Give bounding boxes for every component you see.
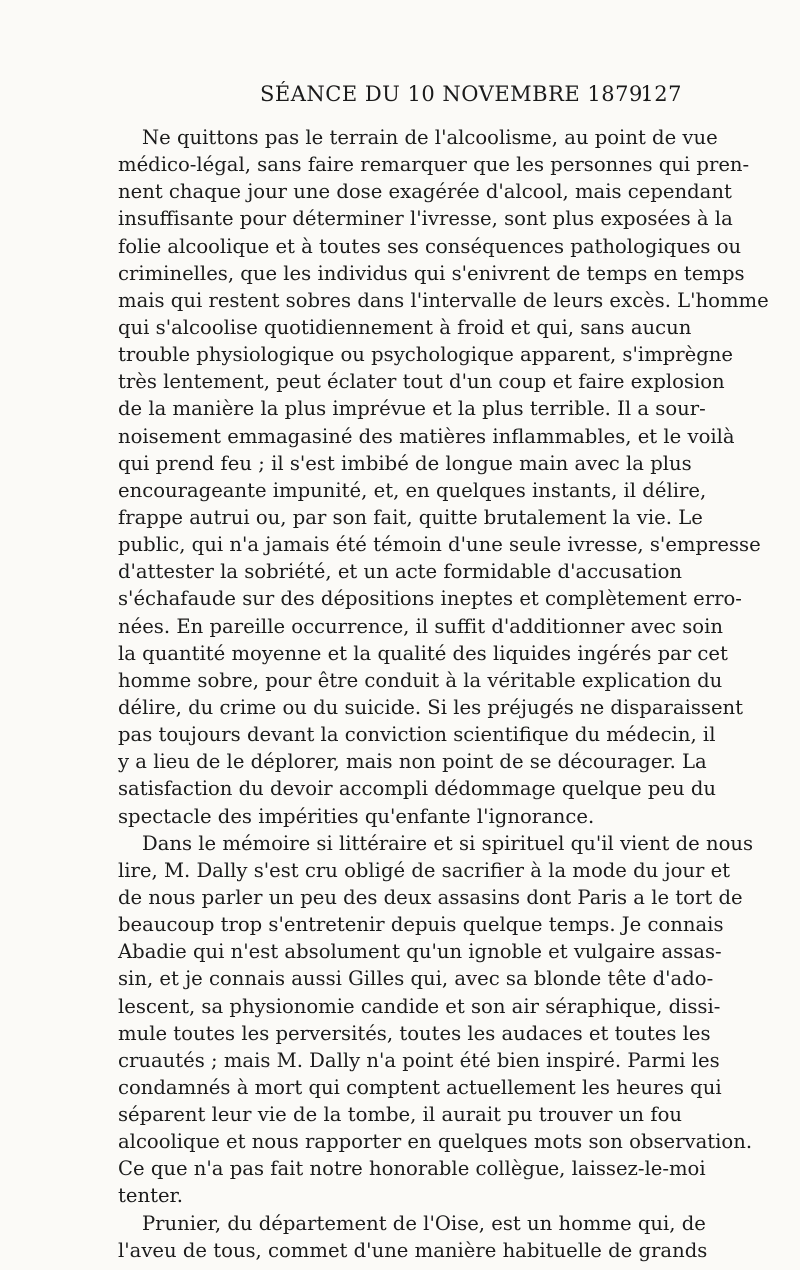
- text-line: criminelles, que les individus qui s'enivrent de temps en temps: [118, 261, 745, 285]
- text-line: qui prend feu ; il s'est imbibé de longue main avec la plus: [118, 451, 692, 475]
- text-line: homme sobre, pour être conduit à la véritable explication du: [118, 668, 723, 692]
- text-line: qui s'alcoolise quotidiennement à froid et qui, sans aucun: [118, 315, 692, 339]
- running-head: [118, 82, 682, 112]
- text-line: la quantité moyenne et la qualité des liquides ingérés par cet: [118, 641, 728, 665]
- text-line: alcoolique et nous rapporter en quelques mots son observation.: [118, 1130, 753, 1154]
- text-line: trouble physiologique ou psychologique apparent, s'imprègne: [118, 343, 733, 367]
- text-line: sin, et je connais aussi Gilles qui, avec sa blonde tête d'ado-: [118, 967, 714, 991]
- text-line: satisfaction du devoir accompli dédommage quelque peu du: [118, 777, 717, 801]
- text-line: séparent leur vie de la tombe, il aurait pu trouver un fou: [118, 1103, 682, 1127]
- text-line: mule toutes les perversités, toutes les audaces et toutes les: [118, 1021, 711, 1045]
- text-line: lire, M. Dally s'est cru obligé de sacrifier à la mode du jour et: [118, 858, 731, 882]
- text-line: condamnés à mort qui comptent actuellement les heures qui: [118, 1075, 722, 1099]
- text-line: d'attester la sobriété, et un acte formidable d'accusation: [118, 560, 682, 584]
- text-line: folie alcoolique et à toutes ses conséquences pathologiques ou: [118, 234, 742, 258]
- text-line: Ne quittons pas le terrain de l'alcoolisme, au point de vue: [142, 126, 718, 149]
- text-line: nées. En pareille occurrence, il suffit d'additionner avec soin: [118, 614, 723, 638]
- text-line: lescent, sa physionomie candide et son air séraphique, dissi-: [118, 994, 721, 1018]
- running-head-title: SÉANCE DU 10 NOVEMBRE 1879.: [260, 82, 651, 106]
- text-line: spectacle des impérities qu'enfante l'ignorance.: [118, 804, 595, 828]
- body-text: [118, 124, 769, 1264]
- text-line: de nous parler un peu des deux assasins dont Paris a le tort de: [118, 885, 743, 909]
- text-line: de la manière la plus imprévue et la plus terrible. Il a sour-: [118, 397, 706, 421]
- text-line: cruautés ; mais M. Dally n'a point été bien inspiré. Parmi les: [118, 1048, 720, 1072]
- text-line: médico-légal, sans faire remarquer que les personnes qui pren-: [118, 153, 750, 177]
- text-line: délire, du crime ou du suicide. Si les préjugés ne disparaissent: [118, 695, 744, 719]
- text-line: encourageante impunité, et, en quelques instants, il délire,: [118, 478, 707, 502]
- text-line: nent chaque jour une dose exagérée d'alcool, mais cependant: [118, 180, 732, 204]
- text-line: y a lieu de le déplorer, mais non point de se décourager. La: [118, 750, 707, 774]
- text-line: Dans le mémoire si littéraire et si spirituel qu'il vient de nous: [142, 831, 754, 855]
- text-line: Abadie qui n'est absolument qu'un ignoble et vulgaire assas-: [118, 940, 722, 964]
- text-line: très lentement, peut éclater tout d'un coup et faire explosion: [118, 370, 725, 394]
- text-line: insuffisante pour déterminer l'ivresse, sont plus exposées à la: [118, 207, 733, 231]
- text-line: pas toujours devant la conviction scientifique du médecin, il: [118, 723, 716, 747]
- text-line: l'aveu de tous, commet d'une manière habituelle de grands: [118, 1238, 708, 1262]
- page-number: 127: [640, 82, 682, 106]
- text-line: s'échafaude sur des dépositions ineptes et complètement erro-: [118, 587, 742, 611]
- text-line: frappe autrui ou, par son fait, quitte brutalement la vie. Le: [118, 505, 703, 529]
- text-line: Prunier, du département de l'Oise, est un homme qui, de: [142, 1211, 706, 1235]
- text-line: mais qui restent sobres dans l'intervalle de leurs excès. L'homme: [118, 288, 769, 312]
- text-line: public, qui n'a jamais été témoin d'une seule ivresse, s'empresse: [118, 533, 761, 557]
- text-line: Ce que n'a pas fait notre honorable collègue, laissez-le-moi: [118, 1157, 706, 1181]
- text-line: noisement emmagasiné des matières inflammables, et le voilà: [118, 424, 735, 448]
- text-line: tenter.: [118, 1184, 183, 1208]
- text-line: beaucoup trop s'entretenir depuis quelque temps. Je connais: [118, 913, 724, 937]
